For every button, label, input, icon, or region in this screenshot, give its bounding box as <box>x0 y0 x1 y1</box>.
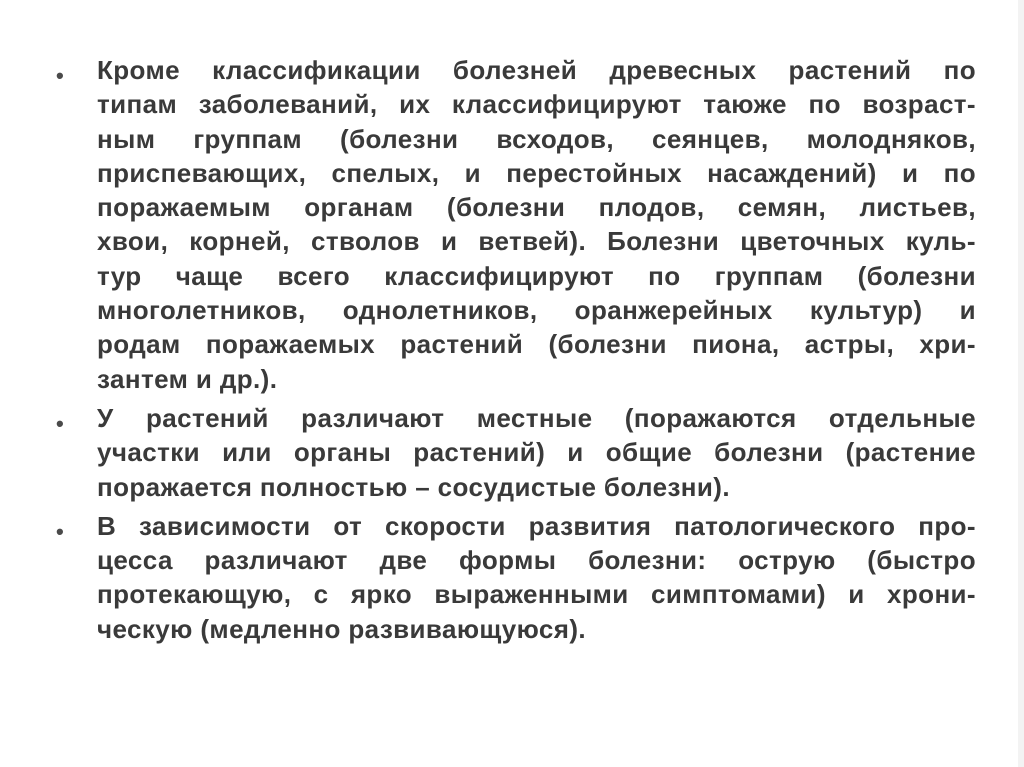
bullet-icon: • <box>56 410 64 436</box>
text-line: ным группам (болезни всходов, сеянцев, молодняков, <box>97 123 976 154</box>
text-line: цесса различают две формы болезни: острую (быстро <box>97 545 976 576</box>
text-line: хвои, корней, стволов и ветвей). Болезни цветочных куль- <box>97 226 976 257</box>
text-line: многолетников, однолетников, оранжерейных культур) и <box>97 295 976 326</box>
bullet-icon: • <box>56 63 64 88</box>
text-line: типам заболеваний, их классифицируют таюже по возраст- <box>97 89 976 120</box>
bullet-icon: • <box>56 518 64 544</box>
text-line: зантем и др.). <box>97 363 278 394</box>
text-line: участки или органы растений) и общие болезни (растение <box>97 437 976 468</box>
text-line: протекающую, с ярко выраженными симптомами) и хрони- <box>97 579 976 610</box>
text-line: тур чаще всего классифицируют по группам (болезни <box>97 260 976 291</box>
text-line: родам поражаемых растений (болезни пиона, астры, хри- <box>97 329 976 360</box>
text-line: В зависимости от скорости развития патологического про- <box>97 510 976 541</box>
page-edge-shadow <box>1018 0 1024 767</box>
text-line: поражаемым органам (болезни плодов, семян, листьев, <box>97 192 976 223</box>
bullet-item-classification <box>56 53 976 396</box>
text-line: ческую (медленно развивающуюся). <box>97 613 587 644</box>
text-line: поражается полностью – сосудистые болезни). <box>97 471 730 502</box>
bullet-item-acute-chronic <box>56 509 976 646</box>
text-line: приспевающих, спелых, и перестойных насаждений) и по <box>97 157 976 188</box>
bullet-item-local-general <box>56 401 976 504</box>
text-line: У растений различают местные (поражаются отдельные <box>97 402 976 433</box>
text-line: Кроме классификации болезней древесных растений по <box>97 55 976 85</box>
bullet-list <box>56 53 976 651</box>
